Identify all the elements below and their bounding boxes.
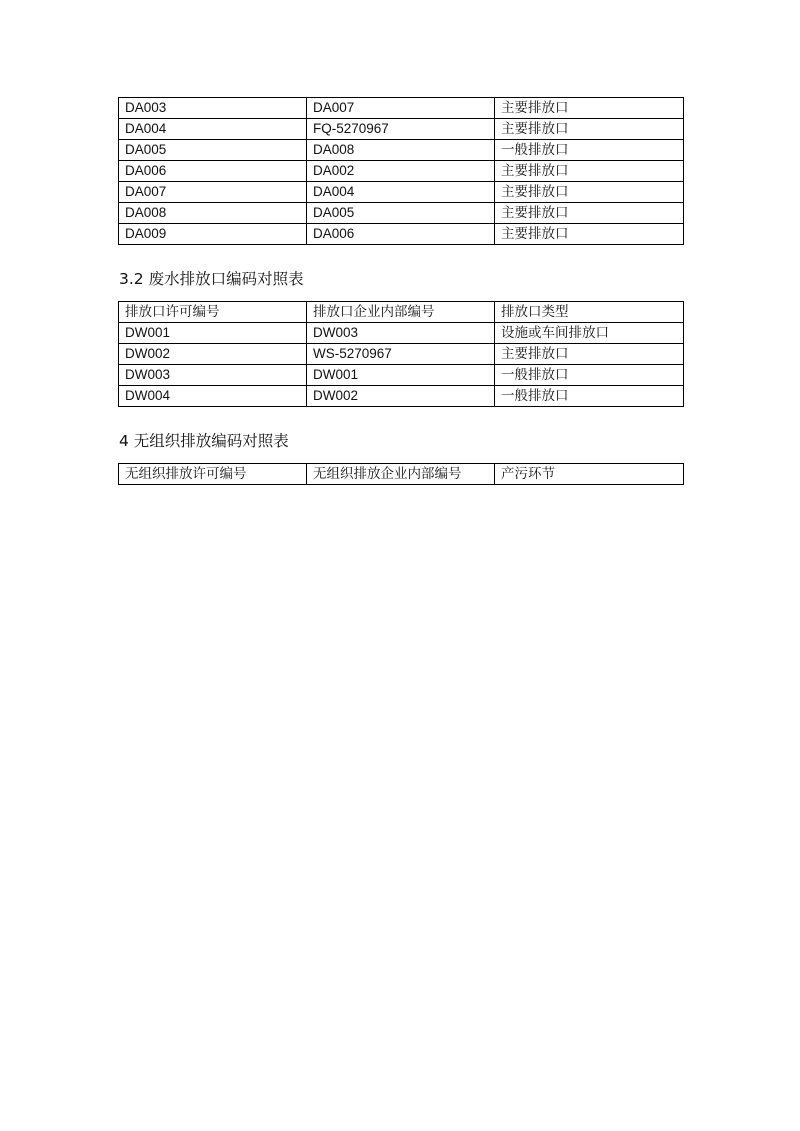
permit-code-cell: DA009 bbox=[119, 224, 307, 245]
outlet-type-cell: 主要排放口 bbox=[495, 182, 684, 203]
fugitive-emission-table bbox=[118, 463, 684, 485]
internal-code-cell: FQ-5270967 bbox=[307, 119, 495, 140]
wastewater-outlet-table bbox=[118, 301, 684, 407]
internal-code-cell: DW003 bbox=[307, 323, 495, 344]
table-row bbox=[119, 365, 684, 386]
table-row bbox=[119, 323, 684, 344]
column-header: 无组织排放许可编号 bbox=[119, 464, 307, 485]
table-header-row bbox=[119, 302, 684, 323]
permit-code-cell: DA005 bbox=[119, 140, 307, 161]
wastewater-section-heading: 3.2 废水排放口编码对照表 bbox=[119, 270, 304, 288]
permit-code-cell: DA007 bbox=[119, 182, 307, 203]
table-row bbox=[119, 140, 684, 161]
table-row bbox=[119, 203, 684, 224]
table-row bbox=[119, 224, 684, 245]
internal-code-cell: DW001 bbox=[307, 365, 495, 386]
outlet-type-cell: 主要排放口 bbox=[495, 161, 684, 182]
column-header: 排放口企业内部编号 bbox=[307, 302, 495, 323]
internal-code-cell: DA002 bbox=[307, 161, 495, 182]
permit-code-cell: DA003 bbox=[119, 98, 307, 119]
permit-code-cell: DA006 bbox=[119, 161, 307, 182]
internal-code-cell: DA005 bbox=[307, 203, 495, 224]
table-row bbox=[119, 161, 684, 182]
internal-code-cell: DA006 bbox=[307, 224, 495, 245]
outlet-type-cell: 主要排放口 bbox=[495, 203, 684, 224]
column-header: 排放口许可编号 bbox=[119, 302, 307, 323]
table-row bbox=[119, 182, 684, 203]
outlet-type-cell: 主要排放口 bbox=[495, 119, 684, 140]
table-header-row bbox=[119, 464, 684, 485]
air-outlet-table bbox=[118, 97, 684, 245]
permit-code-cell: DA004 bbox=[119, 119, 307, 140]
column-header: 产污环节 bbox=[495, 464, 684, 485]
internal-code-cell: DA007 bbox=[307, 98, 495, 119]
permit-code-cell: DW001 bbox=[119, 323, 307, 344]
internal-code-cell: DA008 bbox=[307, 140, 495, 161]
outlet-type-cell: 主要排放口 bbox=[495, 344, 684, 365]
permit-code-cell: DA008 bbox=[119, 203, 307, 224]
table-row bbox=[119, 119, 684, 140]
permit-code-cell: DW002 bbox=[119, 344, 307, 365]
column-header: 无组织排放企业内部编号 bbox=[307, 464, 495, 485]
table-row bbox=[119, 98, 684, 119]
outlet-type-cell: 主要排放口 bbox=[495, 98, 684, 119]
internal-code-cell: DA004 bbox=[307, 182, 495, 203]
permit-code-cell: DW003 bbox=[119, 365, 307, 386]
table-row bbox=[119, 386, 684, 407]
outlet-type-cell: 一般排放口 bbox=[495, 386, 684, 407]
internal-code-cell: DW002 bbox=[307, 386, 495, 407]
table-row bbox=[119, 344, 684, 365]
column-header: 排放口类型 bbox=[495, 302, 684, 323]
outlet-type-cell: 主要排放口 bbox=[495, 224, 684, 245]
fugitive-section-heading: 4 无组织排放编码对照表 bbox=[119, 432, 289, 450]
outlet-type-cell: 一般排放口 bbox=[495, 140, 684, 161]
outlet-type-cell: 一般排放口 bbox=[495, 365, 684, 386]
outlet-type-cell: 设施或车间排放口 bbox=[495, 323, 684, 344]
internal-code-cell: WS-5270967 bbox=[307, 344, 495, 365]
permit-code-cell: DW004 bbox=[119, 386, 307, 407]
